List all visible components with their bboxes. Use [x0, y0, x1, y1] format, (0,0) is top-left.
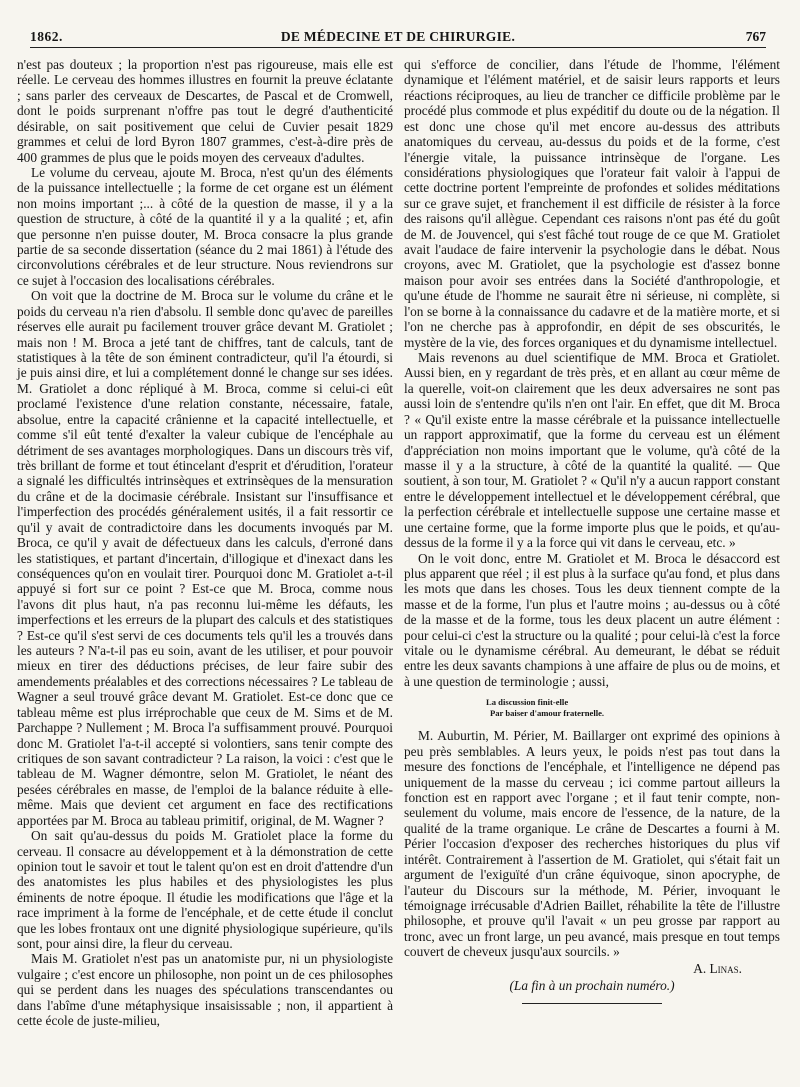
author-signature: A. Linas.	[693, 960, 742, 976]
continuation-note: (La fin à un prochain numéro.)	[509, 978, 675, 994]
paragraph: On le voit donc, entre M. Gratiolet et M. Broca le désaccord est plus apparent que réel ; il est plus à la surface qu'au fond, et plus dans les mots que dans les choses. Tous les deux tiennent compte de la masse et de la forme, l'un plus et l'autre moins ; au-dessus ou à côté de la masse et de la forme, tous les deux placent un autre élément : pour celui-ci c'est la structure ou la qualité ; pour celui-là c'est la force vitale ou le dynamisme cérébral. Au demeurant, le débat se réduit entre les deux savants champions à une affaire de plus ou de moins, et à une question de terminologie ; aussi,	[404, 550, 780, 689]
paragraph: n'est pas douteux ; la proportion n'est pas rigoureuse, mais elle est réelle. Le cerveau des hommes illustres en fournit la preuve éclatante ; sans parler des cerveaux de Descartes, de Pascal et de Cromwell, dont le poids surprenant n'offre pas tout le degré d'authenticité désirable, on sait positivement que celui de Cuvier pesait 1829 grammes et celui de lord Byron 1807 grammes, c'est-à-dire près de 400 grammes de plus que le poids moyen des cerveaux d'adultes.	[17, 57, 393, 165]
paragraph: On voit que la doctrine de M. Broca sur le volume du crâne et le poids du cerveau n'a rien d'absolu. Il semble donc qu'avec de pareilles réserves elle aurait pu facilement trouver grâce devant M. Gratiolet ; mais non ! M. Broca a jeté tant de chiffres, tant de calculs, tant de statistiques à la tête de son éminent contradicteur, qu'il l'a étourdi, si je puis ainsi dire, et lui a complétement donné le change sur ses idées. M. Gratiolet a donc répliqué à M. Broca, comme si celui-ci eût proclamé l'existence d'une relation constante, nécessaire, fatale, absolue, entre la capacité crânienne et la capacité intellectuelle, et comme s'il eût tenté d'exalter la valeur cubique de l'encéphale au détriment de ses avantages morphologiques. Dans un discours très vif, très brillant de forme et tout étincelant d'esprit et d'érudition, l'orateur a signalé les difficultés intrinsèques et extrinsèques de la mensuration du crâne et de la docimasie cérébrale. Insistant sur l'insuffisance et l'imperfection des procédés généralement usités, il a fait ressortir ce qu'il y avait de contradictoire dans les documents invoqués par M. Broca, ce qu'il y avait de défectueux dans les calculs, d'erroné dans les statistiques, et partant d'incertain, d'illogique et d'inexact dans les conséquences qu'on en voulait tirer. Pourquoi donc M. Gratiolet a-t-il appuyé si fort sur ce point ? Est-ce que M. Broca, comme nous l'avons dit plus haut, n'a pas reconnu lui-même les défauts, les imperfections et les erreurs de la plupart des calculs et des statistiques ? Est-ce qu'il s'est servi de ces documents tels qu'il les a trouvés dans les auteurs ? N'a-t-il pas eu soin, avant de les utiliser, et pour pouvoir mieux en tirer des déductions précises, de leur faire subir des amendements préalables et des corrections nécessaires ? Le tableau de Wagner a seul trouvé grâce devant M. Gratiolet. Est-ce donc que ce tableau même est plus irréprochable que ceux de M. Sims et de M. Parchappe ? Nullement ; M. Broca l'a suffisamment prouvé. Pourquoi donc M. Gratiolet l'a-t-il accepté si volontiers, sans tenir compte des critiques de son savant contradicteur ? La raison, la voici : c'est que le tableau de M. Wagner démontre, selon M. Gratiolet, le néant des pesées cérébrales en masse, de l'emploi de la balance réduite à elle-même. Mais que devient cet argument en face des rectifications apportées par M. Broca au tableau primitif, original, de M. Wagner ?	[17, 288, 393, 828]
page-number: 767	[745, 29, 766, 44]
left-column	[17, 57, 393, 1029]
verse-line: La discussion finit-elle	[486, 697, 569, 708]
paragraph: M. Auburtin, M. Périer, M. Baillarger ont exprimé des opinions à peu près semblables. A leurs yeux, le poids n'est pas tout dans la mesure des fonctions de l'encéphale, et l'intelligence ne dépend pas uniquement de la masse du cerveau ; ici comme partout ailleurs la fonction est en rapport avec l'organe ; et il faut tenir compte, non-seulement du volume, mais encore de l'essence, de la nature, de la qualité de la trame organique. Le crâne de Descartes a fourni à M. Périer l'occasion d'exposer des recherches historiques du plus vif intérêt. Contrairement à l'assertion de M. Gratiolet, qui s'était fait un argument de l'exiguïté d'un crâne équivoque, sinon apocryphe, de l'auteur du Discours sur la méthode, M. Périer, invoquant le témoignage irrécusable d'Adrien Baillet, réhabilite la tête de l'illustre philosophe, et prouve qu'il l'avait « un peu grosse par rapport au tronc, avec un front large, un peu avancé, mais presque en tout temps couvert de cheveux jusqu'aux sourcils. »	[404, 728, 780, 960]
verse-line: Par baiser d'amour fraternelle.	[490, 708, 605, 719]
end-rule	[522, 1003, 662, 1004]
header-rule	[30, 47, 766, 48]
header-title: DE MÉDECINE ET DE CHIRURGIE.	[280, 29, 516, 44]
paragraph: Le volume du cerveau, ajoute M. Broca, n'est qu'un des éléments de la puissance intellectuelle ; la forme de cet organe est un élément non moins important ;... à côté de la question de masse, il y a la question de structure, à côté de la quantité il y a la qualité ; et, afin que personne n'en puisse douter, M. Broca consacre la plus grande partie de sa seconde dissertation (séance du 2 mai 1861) à l'étude des circonvolutions cérébrales et de leur structure. Nous reviendrons sur ce sujet à l'occasion des localisations cérébrales.	[17, 164, 393, 288]
paragraph: Mais revenons au duel scientifique de MM. Broca et Gratiolet. Aussi bien, en y regardant de très près, et en allant au cœur même de la querelle, voit-on clairement que les deux adversaires ne sont pas aussi loin de s'entendre qu'ils n'en ont l'air. En effet, que dit M. Broca ? « Qu'il existe entre la masse cérébrale et la puissance intellectuelle un rapport approximatif, que la forme du cerveau est un élément d'appréciation non moins important que le volume, qu'à côté de la masse il y a la structure, à côté de la quantité la qualité. — Que soutient, à son tour, M. Gratiolet ? « Qu'il n'y a aucun rapport constant entre le développement intellectuel et le développement cérébral, que la perfection cérébrale et intellectuelle suppose une certaine masse et une certaine forme, que la forme importe plus que le poids, et qu'au-dessus de la forme il y a la force qui vit dans le cerveau, etc. »	[404, 350, 780, 551]
verse-quote	[486, 697, 780, 719]
page-header	[30, 29, 766, 47]
header-year: 1862.	[30, 29, 63, 44]
paragraph: On sait qu'au-dessus du poids M. Gratiolet place la forme du cerveau. Il consacre au développement et à la démonstration de cette opinion tout le savoir et tout le talent qu'on est en droit d'attendre d'un des anatomistes les plus habiles et des physiologistes les plus éminents de notre époque. Il étudie les modifications que l'âge et la race impriment à la forme de l'encéphale, et de cette étude il conclut que les lobes frontaux ont une dignité physiologique supérieure, qu'ils sont, pour ainsi dire, la fleur du cerveau.	[17, 828, 393, 952]
paragraph: qui s'efforce de concilier, dans l'étude de l'homme, l'élément dynamique et l'élément matériel, et de saisir leurs rapports et leurs réactions réciproques, au lieu de trancher ce difficile problème par le procédé plus commode et plus expéditif du doute ou de la négation. Il est donc une chose qu'il met encore au-dessus des attributs anatomiques du cerveau, au-dessus du poids et de la forme, c'est l'énergie vitale, la puissance intrinsèque de l'organe. Les considérations physiologiques que l'orateur fait valoir à l'appui de cette doctrine portent l'empreinte de profondes et solides méditations sur ce grave sujet, et franchement il est difficile de résister à la force des raisons qu'il allègue. Cependant ces raisons n'ont pas été du goût de M. de Jouvencel, qui s'est fâché tout rouge de ce que M. Gratiolet avait l'audace de faire intervenir la psychologie dans le débat. Nous croyons, avec M. Gratiolet, que la psychologie est d'assez bonne maison pour avoir ses entrées dans la Société d'anthropologie, et qu'une étude de l'homme ne saurait être ni sérieuse, ni complète, si l'on se borne à la connaissance du cadavre et de la matière morte, et si l'on ne cherche pas à approfondir, en dépit de ses obscurités, le mystère de la vie, des forces organiques et du dynamisme intellectuel.	[404, 57, 780, 350]
right-column	[404, 57, 780, 1004]
paragraph: Mais M. Gratiolet n'est pas un anatomiste pur, ni un physiologiste vulgaire ; c'est encore un philosophe, non point un de ces philosophes qui se perdent dans les nuages des spéculations transcendantes ou dans l'abîme d'une métaphysique insaisissable ; non, il appartient à cette école de juste-milieu,	[17, 951, 393, 1029]
